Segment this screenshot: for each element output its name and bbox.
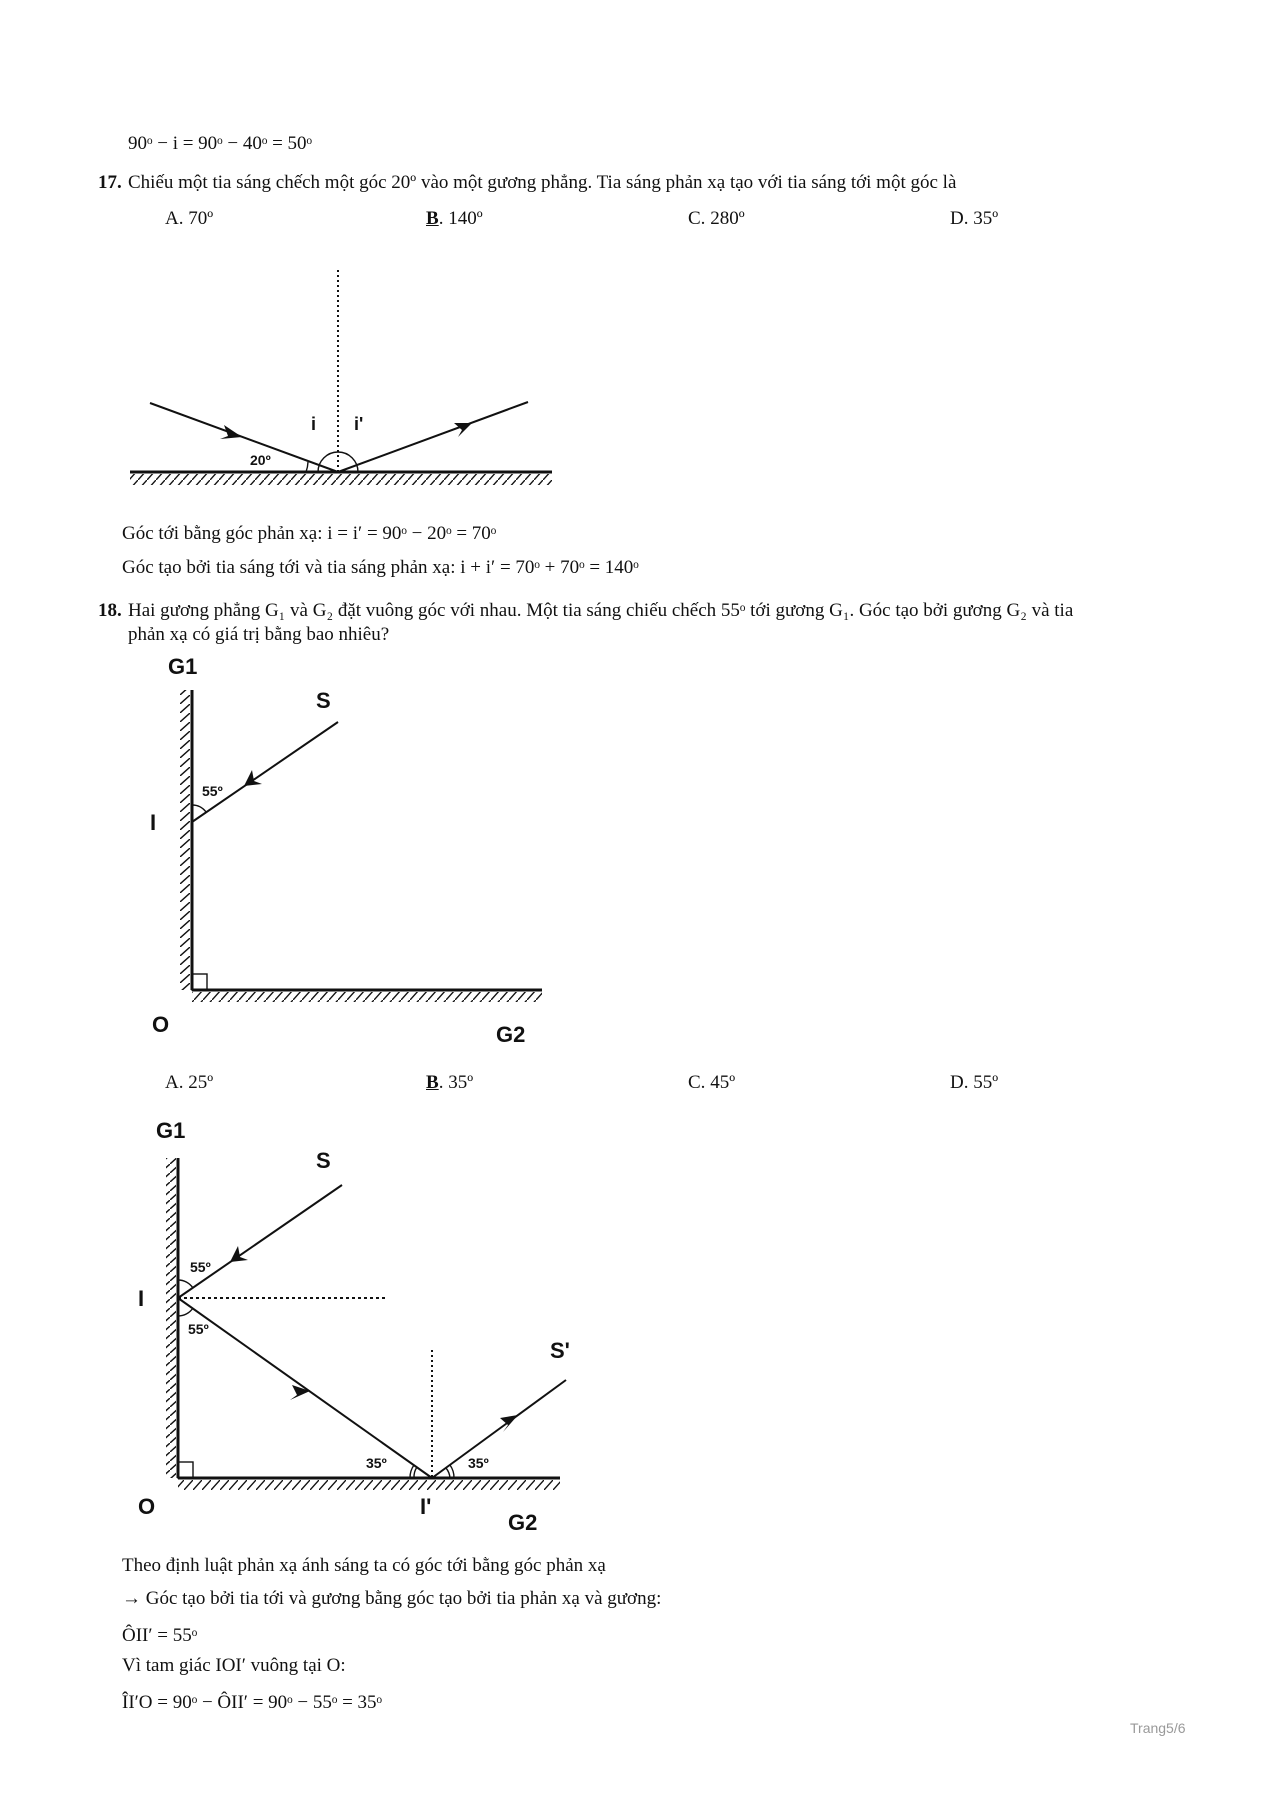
reflected-ray-2 (432, 1380, 566, 1478)
q18-option-a (165, 1072, 213, 1094)
q18-option-d (950, 1072, 998, 1094)
mirror-g2 (192, 990, 542, 1002)
g2-label: G2 (496, 1022, 526, 1047)
q18-solution-3: ÔII′ = 55ᵒ (122, 1625, 198, 1646)
angle-20-label: 20º (250, 452, 271, 468)
question-18-text-a: Hai gương phẳng G₁ và G₂ đặt vuông góc với nhau. Một tia sáng chiếu chếch 55ᵒ tới gương G₁. Góc tạo bởi gương G₂ và tia (128, 600, 1074, 621)
angle-55-bottom-label: 55º (188, 1321, 209, 1337)
right-angle-mark (192, 974, 207, 990)
q18-option-b (426, 1072, 473, 1094)
mirror-g1 (180, 690, 192, 990)
angle-35-left-label: 35º (366, 1455, 387, 1471)
q17-option-c (688, 208, 745, 230)
question-18-number: 18. (98, 600, 122, 621)
q17-option-a (165, 208, 213, 230)
q18-solution-4: Vì tam giác IOI′ vuông tại O: (122, 1655, 346, 1676)
o-label: O (152, 1012, 170, 1037)
option-letter: C. (688, 1072, 706, 1093)
angle-arc-top (178, 1280, 193, 1288)
i-prime-label: i' (354, 414, 364, 434)
reflected-arrow (454, 423, 472, 437)
angle-35-right-label: 35º (468, 1455, 489, 1471)
option-letter-correct: B (426, 1072, 439, 1093)
figure-18-solution (130, 1110, 590, 1550)
option-value: . 140º (438, 208, 483, 229)
g2-label: G2 (508, 1510, 538, 1535)
reflected-ray (338, 402, 528, 472)
figure-18-mirrors (140, 650, 560, 1050)
reflected-arrow-2 (500, 1415, 518, 1432)
mirror-g2 (178, 1478, 560, 1490)
angle-55-top-label: 55º (190, 1259, 211, 1275)
option-letter: C. (688, 208, 706, 229)
s-prime-label: S' (550, 1338, 570, 1363)
incident-ray (150, 403, 338, 472)
option-letter: A. (165, 1072, 184, 1093)
q18-solution-5: ÎI′O = 90ᵒ − ÔII′ = 90ᵒ − 55ᵒ = 35ᵒ (122, 1692, 383, 1713)
option-letter: D. (950, 208, 969, 229)
incident-arrow (230, 1246, 248, 1262)
option-letter: A. (165, 208, 184, 229)
s-label: S (316, 1148, 331, 1173)
i-label: I (138, 1286, 145, 1311)
angle-55-arc (192, 805, 206, 812)
figure-17-reflection (120, 260, 560, 500)
mirror-g1 (166, 1158, 178, 1478)
i-label: I (150, 810, 157, 835)
reflected-arrow-1 (290, 1385, 310, 1400)
option-value: 35º (973, 208, 999, 229)
question-18-text-b: phản xạ có giá trị bằng bao nhiêu? (128, 624, 390, 645)
incident-ray (192, 722, 338, 822)
page-number: Trang5/6 (1130, 1720, 1186, 1736)
mirror (130, 472, 552, 485)
question-17-number: 17. (98, 172, 122, 193)
previous-result-line: 90ᵒ − i = 90ᵒ − 40ᵒ = 50ᵒ (128, 133, 313, 154)
q17-solution-2: Góc tạo bởi tia sáng tới và tia sáng phản xạ: i + i′ = 70ᵒ + 70ᵒ = 140ᵒ (122, 557, 639, 578)
option-value: 70º (188, 208, 214, 229)
q18-solution-2: → Góc tạo bởi tia tới và gương bằng góc tạo bởi tia phản xạ và gương: (122, 1588, 662, 1609)
reflected-ray-1 (178, 1298, 432, 1478)
q17-solution-1: Góc tới bằng góc phản xạ: i = i′ = 90ᵒ − 20ᵒ = 70ᵒ (122, 523, 497, 544)
incident-ray (178, 1185, 342, 1298)
i-label: i (311, 414, 317, 434)
option-value: . 35º (438, 1072, 474, 1093)
q17-option-b (426, 208, 483, 230)
angle-55-label: 55º (202, 783, 223, 799)
option-letter-correct: B (426, 208, 439, 229)
o-label: O (138, 1494, 156, 1519)
right-angle-mark (178, 1462, 193, 1478)
i-prime-label: I' (420, 1494, 432, 1519)
q18-option-c (688, 1072, 735, 1094)
s-label: S (316, 688, 331, 713)
option-value: 55º (973, 1072, 999, 1093)
option-value: 25º (188, 1072, 214, 1093)
g1-label: G1 (168, 654, 198, 679)
option-letter: D. (950, 1072, 969, 1093)
angle-arc-bottom (178, 1308, 193, 1316)
incident-arrow (220, 425, 242, 439)
q18-solution-1: Theo định luật phản xạ ánh sáng ta có góc tới bằng góc phản xạ (122, 1555, 606, 1576)
question-17-text: Chiếu một tia sáng chếch một góc 20º vào một gương phẳng. Tia sáng phản xạ tạo với tia sáng tới một góc là (128, 172, 957, 193)
option-value: 45º (710, 1072, 736, 1093)
option-value: 280º (710, 208, 745, 229)
incident-arrow (244, 770, 262, 786)
g1-label: G1 (156, 1118, 186, 1143)
q17-option-d (950, 208, 998, 230)
